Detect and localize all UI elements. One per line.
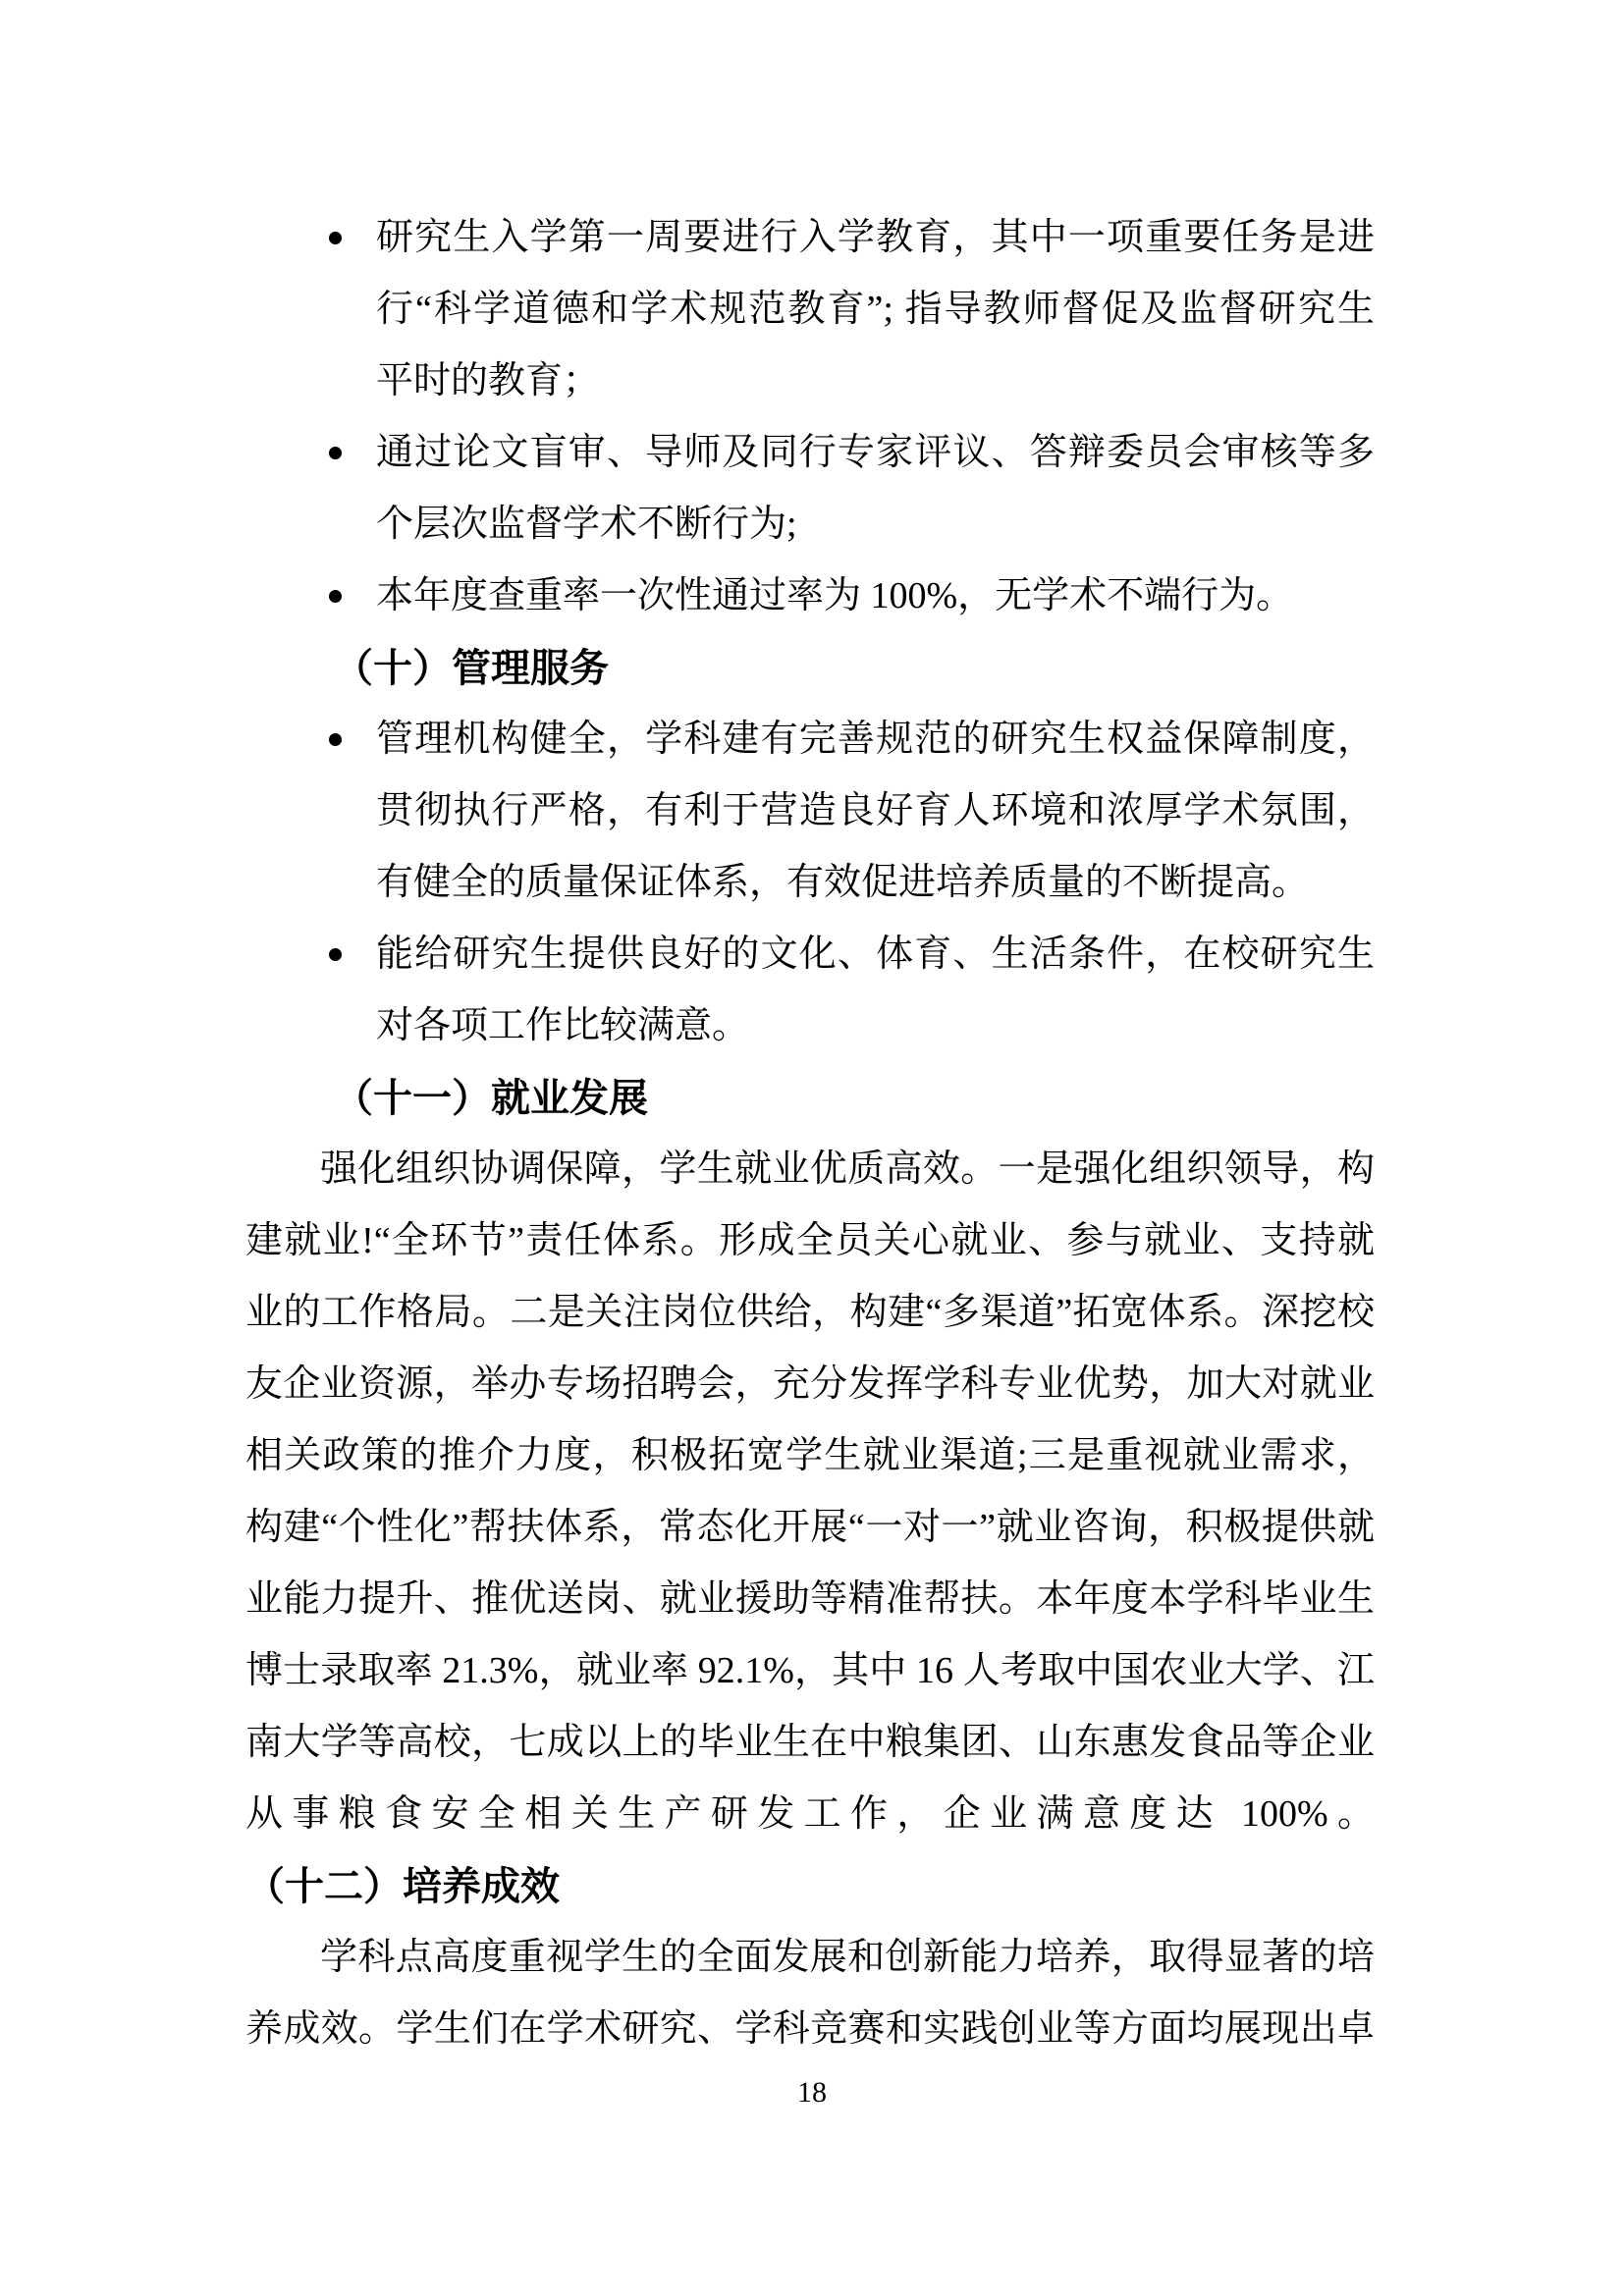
bullet-line	[245, 489, 1375, 561]
bullet-line	[245, 346, 1375, 417]
bullet-text: 贯彻执行严格，有利于营造良好育人环境和浓厚学术氛围，	[376, 790, 1375, 831]
paragraph-line: 强化组织协调保障，学生就业优质高效。一是强化组织领导，构	[320, 1148, 1375, 1190]
bullet-text: 能给研究生提供良好的文化、体育、生活条件，在校研究生	[376, 934, 1375, 975]
paragraph-line: 友企业资源，举办专场招聘会，充分发挥学科专业优势，加大对就业	[245, 1363, 1375, 1405]
bullet-text: 通过论文盲审、导师及同行专家评议、答辩委员会审核等多	[376, 432, 1375, 473]
bullet-line	[245, 417, 1375, 489]
bullet-line	[245, 775, 1375, 847]
bullet-text: 研究生入学第一周要进行入学教育，其中一项重要任务是进	[376, 217, 1375, 258]
bullet-line	[245, 202, 1375, 274]
paragraph-line: 从事粮食安全相关生产研发工作，企业满意度达 100%。	[245, 1793, 1375, 1835]
bullet-text: 平时的教育；	[376, 360, 601, 401]
section-heading-11: （十一）就业发展	[334, 1076, 648, 1120]
bullet-icon	[329, 733, 342, 746]
paragraph-line: 相关政策的推介力度，积极拓宽学生就业渠道;三是重视就业需求，	[245, 1435, 1375, 1476]
bullet-icon	[329, 232, 342, 244]
bullet-icon	[329, 590, 342, 603]
section-heading-12: （十二）培养成效	[245, 1864, 560, 1908]
bullet-line	[245, 274, 1375, 346]
bullet-text: 对各项工作比较满意。	[376, 1005, 750, 1046]
bullet-line	[245, 704, 1375, 775]
page-number: 18	[797, 2076, 827, 2109]
paragraph-line: 博士录取率 21.3%，就业率 92.1%，其中 16 人考取中国农业大学、江	[245, 1650, 1375, 1691]
paragraph-line: 业的工作格局。二是关注岗位供给，构建“多渠道”拓宽体系。深挖校	[245, 1292, 1375, 1333]
bullet-text: 本年度查重率一次性通过率为 100%，无学术不端行为。	[376, 575, 1294, 616]
bullet-icon	[329, 447, 342, 459]
document-body	[245, 202, 1375, 2065]
paragraph-line: 学科点高度重视学生的全面发展和创新能力培养，取得显著的培	[320, 1937, 1375, 1978]
paragraph-line: 养成效。学生们在学术研究、学科竞赛和实践创业等方面均展现出卓	[245, 2008, 1375, 2050]
bullet-text: 个层次监督学术不断行为;	[376, 504, 797, 545]
bullet-line	[245, 990, 1375, 1062]
paragraph-line: 构建“个性化”帮扶体系，常态化开展“一对一”就业咨询，积极提供就	[245, 1507, 1375, 1548]
bullet-text: 行“科学道德和学术规范教育”; 指导教师督促及监督研究生	[376, 289, 1375, 330]
paragraph-line: 建就业!“全环节”责任体系。形成全员关心就业、参与就业、支持就	[245, 1220, 1375, 1261]
bullet-text: 管理机构健全，学科建有完善规范的研究生权益保障制度，	[376, 719, 1375, 760]
bullet-line	[245, 919, 1375, 990]
bullet-line	[245, 561, 1375, 632]
bullet-line	[245, 847, 1375, 919]
section-heading-10: （十）管理服务	[334, 646, 609, 690]
paragraph-line: 业能力提升、推优送岗、就业援助等精准帮扶。本年度本学科毕业生	[245, 1578, 1375, 1620]
bullet-text: 有健全的质量保证体系，有效促进培养质量的不断提高。	[376, 862, 1310, 903]
paragraph-line: 南大学等高校，七成以上的毕业生在中粮集团、山东惠发食品等企业	[245, 1722, 1375, 1763]
bullet-icon	[329, 948, 342, 961]
